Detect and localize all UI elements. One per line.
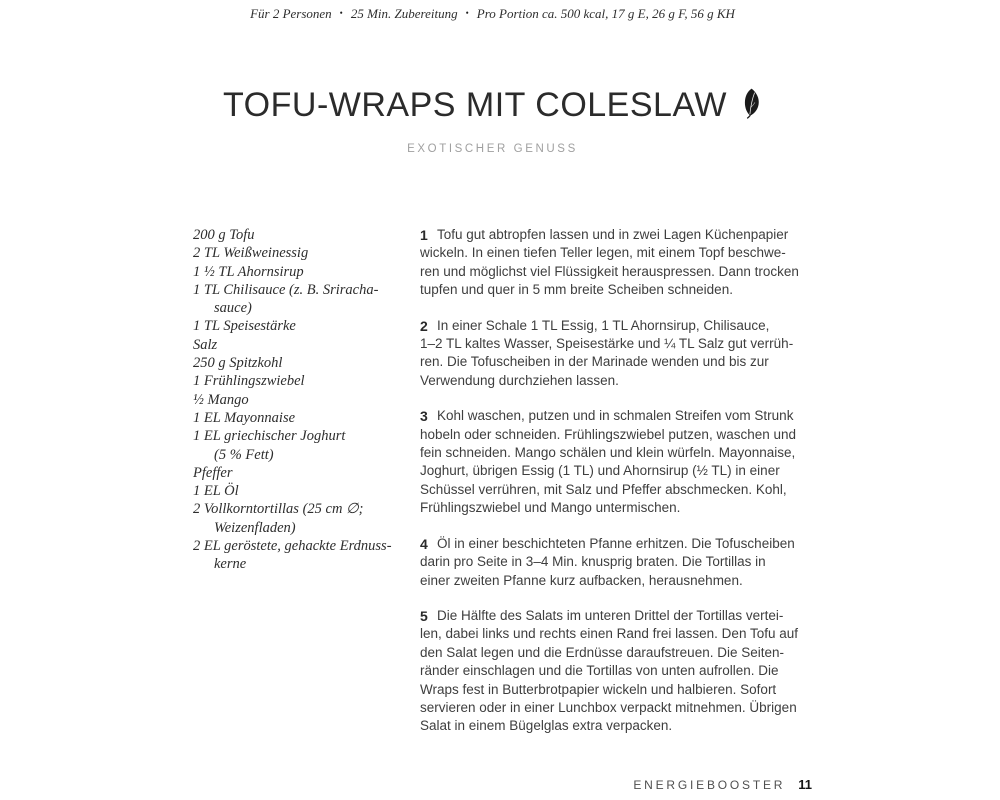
step-line: hobeln oder schneiden. Frühlingszwiebel putzen, waschen und	[420, 426, 796, 442]
step-number: 5	[420, 607, 428, 624]
step-line: ren und möglichst viel Flüssigkeit herauspressen. Dann trocken	[420, 263, 799, 279]
page-footer	[633, 776, 812, 794]
ingredient-line: sauce)	[214, 300, 252, 317]
leaf-icon	[740, 88, 762, 119]
step-line: Wraps fest in Butterbrotpapier wickeln und halbieren. Sofort	[420, 681, 777, 697]
ingredient-line: Pfeffer	[193, 464, 233, 481]
step-line: Verwendung durchziehen lassen.	[420, 372, 619, 388]
ingredient-line: 2 Vollkorntortillas (25 cm ∅;	[193, 501, 364, 518]
step-line: den Salat legen und die Erdnüsse daraufstreuen. Die Seiten-	[420, 644, 784, 660]
step-line: Kohl waschen, putzen und in schmalen Streifen vom Strunk	[437, 408, 794, 424]
step-line: Tofu gut abtropfen lassen und in zwei Lagen Küchenpapier	[437, 227, 789, 242]
ingredient-line: 1 EL Öl	[193, 483, 239, 500]
ingredient-line: Weizenfladen)	[214, 519, 296, 536]
meta-item: Pro Portion ca. 500 kcal, 17 g E, 26 g F, 56 g KH	[476, 6, 735, 21]
ingredient-line: 1 ½ TL Ahornsirup	[193, 263, 304, 280]
step-number: 3	[420, 408, 428, 425]
step-line: Joghurt, übrigen Essig (1 TL) und Ahornsirup (½ TL) in einer	[420, 463, 780, 479]
step-line: tupfen und quer in 5 mm breite Scheiben schneiden.	[420, 282, 733, 298]
recipe-meta	[193, 6, 792, 22]
step-line: ren. Die Tofuscheiben in der Marinade wenden und bis zur	[420, 354, 769, 370]
ingredient-line: 2 TL Weißweinessig	[193, 245, 309, 262]
recipe-step	[420, 317, 799, 391]
page-title: TOFU-WRAPS MIT COLESLAW	[223, 86, 727, 124]
ingredient-line: 1 TL Chilisauce (z. B. Sriracha-	[193, 281, 379, 298]
chapter-label: ENERGIEBOOSTER	[633, 778, 786, 792]
step-line: In einer Schale 1 TL Essig, 1 TL Ahornsirup, Chilisauce,	[437, 317, 770, 333]
steps-list	[420, 226, 799, 753]
step-line: Die Hälfte des Salats im unteren Drittel der Tortillas vertei-	[437, 607, 784, 623]
ingredient-line: 1 Frühlingszwiebel	[193, 373, 305, 390]
recipe-step	[420, 535, 799, 590]
recipe-title-row	[193, 86, 792, 124]
recipe-step	[420, 607, 799, 736]
ingredient-line: Salz	[193, 336, 218, 353]
recipe-subtitle: EXOTISCHER GENUSS	[407, 143, 578, 155]
meta-item: 25 Min. Zubereitung	[350, 6, 458, 21]
step-line: 1–2 TL kaltes Wasser, Speisestärke und ¼ TL Salz gut verrüh-	[420, 336, 794, 352]
ingredient-line: 200 g Tofu	[193, 227, 255, 243]
ingredients-list	[193, 226, 420, 753]
step-line: fein schneiden. Mango schälen und klein würfeln. Mayonnaise,	[420, 445, 796, 461]
step-line: len, dabei links und rechts einen Rand frei lassen. Den Tofu auf	[420, 626, 798, 642]
recipe-step	[420, 226, 799, 300]
ingredient-line: ½ Mango	[193, 391, 249, 408]
ingredient-line: 1 EL griechischer Joghurt	[193, 428, 346, 445]
recipe-step	[420, 407, 799, 517]
ingredient-line: 1 TL Speisestärke	[193, 318, 296, 335]
ingredient-line: kerne	[214, 556, 247, 573]
meta-item: Für 2 Personen	[250, 6, 332, 21]
step-line: Schüssel verrühren, mit Salz und Pfeffer abschmecken. Kohl,	[420, 481, 787, 497]
meta-separator: •	[339, 8, 343, 18]
step-line: Salat in einem Bügelglas extra verpacken.	[420, 718, 673, 734]
step-line: einer zweiten Pfanne kurz aufbacken, herausnehmen.	[420, 572, 743, 588]
step-number: 2	[420, 317, 428, 334]
ingredient-line: 2 EL geröstete, gehackte Erdnuss-	[193, 538, 392, 555]
step-line: ränder einschlagen und die Tortillas von unten aufrollen. Die	[420, 663, 779, 679]
recipe-body	[193, 226, 799, 753]
ingredient-line: 250 g Spitzkohl	[193, 355, 283, 372]
step-line: darin pro Seite in 3–4 Min. knusprig braten. Die Tortillas in	[420, 554, 766, 570]
page-number: 11	[798, 777, 812, 792]
step-number: 4	[420, 535, 428, 552]
meta-separator: •	[465, 8, 469, 18]
ingredient-line: 1 EL Mayonnaise	[193, 409, 296, 426]
ingredient-line: (5 % Fett)	[214, 446, 274, 463]
step-line: servieren oder in einer Lunchbox verpackt mitnehmen. Übrigen	[420, 699, 797, 715]
step-line: wickeln. In einen tiefen Teller legen, mit einem Topf beschwe-	[420, 245, 786, 261]
step-line: Öl in einer beschichteten Pfanne erhitzen. Die Tofuscheiben	[437, 535, 795, 551]
step-line: Frühlingszwiebel und Mango untermischen.	[420, 500, 681, 516]
step-number: 1	[420, 227, 428, 243]
